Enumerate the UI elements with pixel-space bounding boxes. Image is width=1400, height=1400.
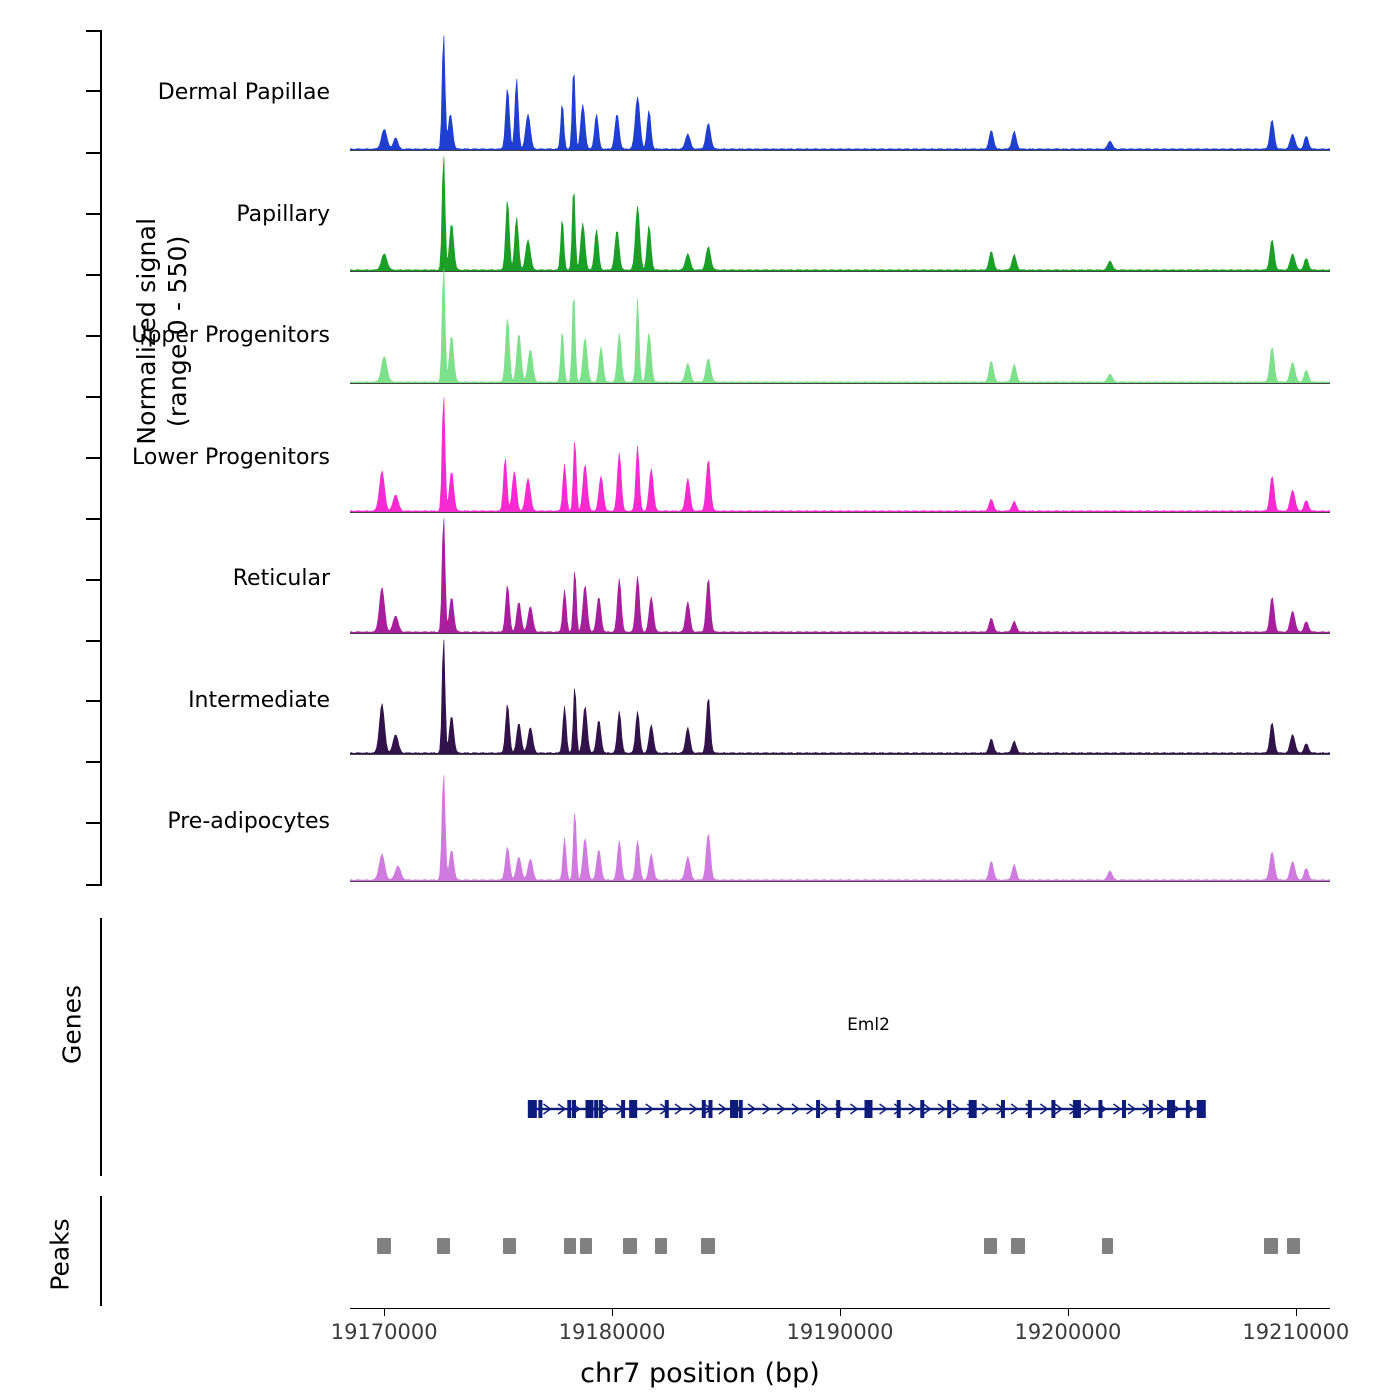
peak-region[interactable] (1011, 1238, 1025, 1254)
track-label-lower-progenitors: Lower Progenitors (132, 445, 330, 470)
y-axis-label-genes: Genes (57, 985, 87, 1065)
x-tick-label: 19200000 (1014, 1320, 1122, 1344)
track-label-papillary: Papillary (236, 202, 330, 227)
y-tick (86, 152, 100, 154)
signal-track-upper-progenitors (350, 263, 1330, 383)
signal-track-intermediate (350, 634, 1330, 754)
peak-region[interactable] (503, 1238, 517, 1254)
signal-track-dermal-papillae (350, 30, 1330, 150)
genes-axis-line (100, 918, 102, 1176)
y-tick (86, 640, 100, 642)
y-axis-label-signal-line2: (range 0 - 550) (163, 235, 192, 428)
x-tick-label: 19170000 (330, 1320, 438, 1344)
signal-track-pre-adipocytes (350, 761, 1330, 881)
track-baseline (350, 754, 1330, 755)
peak-region[interactable] (564, 1238, 575, 1254)
y-tick (86, 884, 100, 886)
peak-region[interactable] (623, 1238, 637, 1254)
peak-region[interactable] (580, 1238, 591, 1254)
peak-region[interactable] (377, 1238, 391, 1254)
peak-region[interactable] (1264, 1238, 1278, 1254)
x-tick-label: 19210000 (1242, 1320, 1350, 1344)
x-tick (840, 1309, 841, 1316)
x-tick-label: 19190000 (786, 1320, 894, 1344)
track-label-dermal-papillae: Dermal Papillae (157, 80, 330, 105)
signal-track-papillary (350, 151, 1330, 271)
track-label-pre-adipocytes: Pre-adipocytes (167, 809, 330, 834)
y-axis-label-signal-line1: Normalized signal (131, 217, 161, 445)
peak-region[interactable] (437, 1238, 451, 1254)
signal-track-reticular (350, 513, 1330, 633)
peak-region[interactable] (1287, 1238, 1301, 1254)
y-axis-label-peaks: Peaks (45, 1218, 75, 1291)
gene-model-eml2[interactable] (350, 1088, 1330, 1130)
y-tick (86, 518, 100, 520)
x-tick-label: 19180000 (558, 1320, 666, 1344)
peak-region[interactable] (655, 1238, 666, 1254)
signal-track-lower-progenitors (350, 392, 1330, 512)
track-label-intermediate: Intermediate (188, 688, 330, 713)
peaks-axis-line (100, 1196, 102, 1306)
peak-region[interactable] (984, 1238, 998, 1254)
x-tick (384, 1309, 385, 1316)
y-tick (86, 761, 100, 763)
gene-label-eml2: Eml2 (847, 1015, 890, 1035)
track-baseline (350, 383, 1330, 384)
x-tick (612, 1309, 613, 1316)
track-label-upper-progenitors: Upper Progenitors (131, 323, 330, 348)
x-axis-title: chr7 position (bp) (580, 1358, 820, 1389)
x-tick (1068, 1309, 1069, 1316)
y-tick (86, 30, 100, 32)
y-tick (86, 396, 100, 398)
peak-region[interactable] (1102, 1238, 1113, 1254)
x-tick (1296, 1309, 1297, 1316)
track-label-reticular: Reticular (232, 566, 330, 591)
y-tick (86, 274, 100, 276)
peak-region[interactable] (701, 1238, 715, 1254)
track-baseline (350, 881, 1330, 882)
